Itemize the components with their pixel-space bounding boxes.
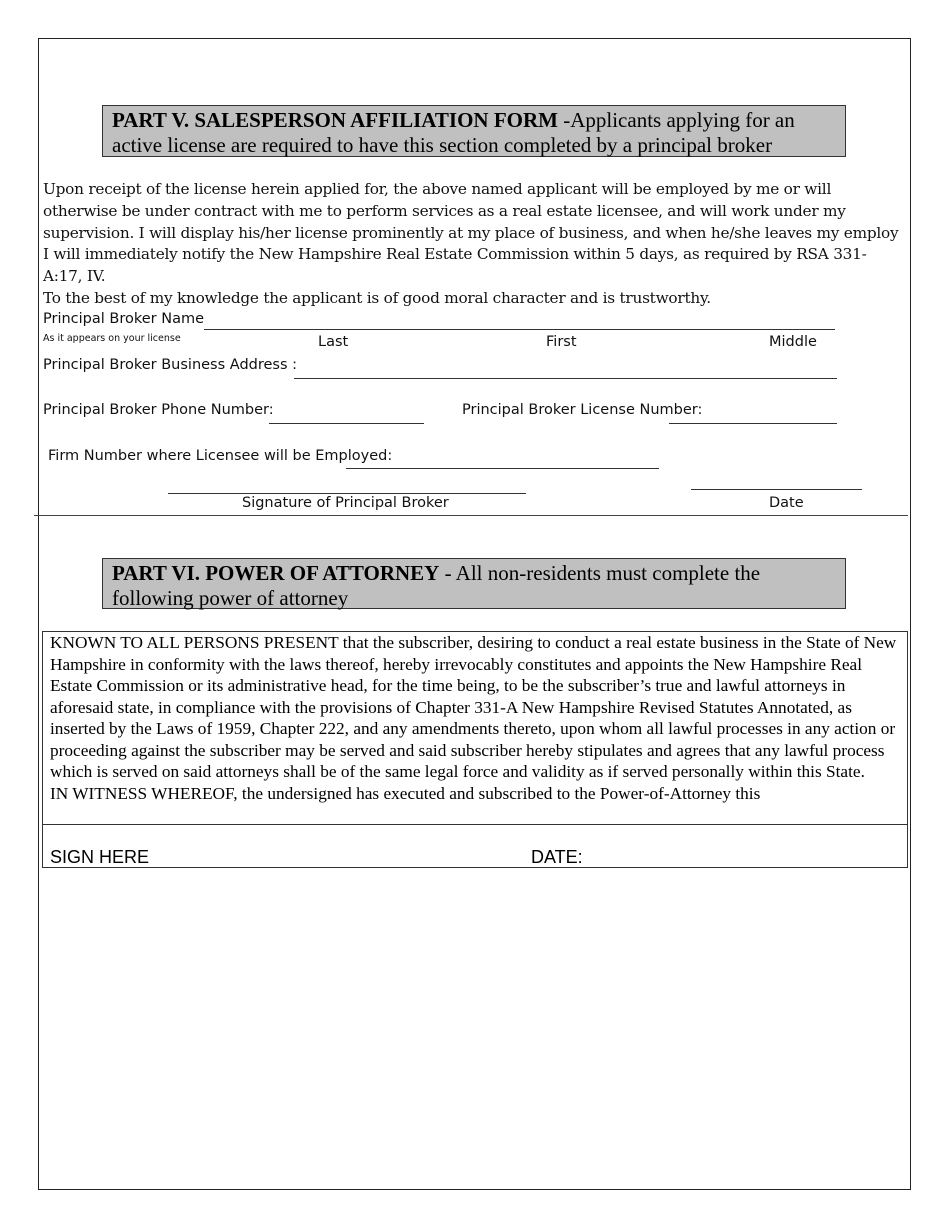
part6-subtitle: - All non-residents must complete the following power of attorney <box>112 561 761 610</box>
poa-date-label: DATE: <box>531 847 583 867</box>
sign-here-label: SIGN HERE <box>50 847 150 867</box>
part6-title: PART VI. POWER OF ATTORNEY <box>112 561 440 585</box>
part5-body <box>43 179 903 310</box>
witness-statement: IN WITNESS WHEREOF, the undersigned has executed and subscribed to the Power-of-Attorney this <box>50 783 761 803</box>
sign-here-field[interactable] <box>160 846 524 868</box>
broker-name-label: Principal Broker Name <box>43 311 205 327</box>
phone-label: Principal Broker Phone Number: <box>43 402 274 418</box>
date-field[interactable] <box>693 470 864 490</box>
phone-line <box>269 423 424 424</box>
broker-name-note: As it appears on your license <box>43 333 181 344</box>
name-middle-label: Middle <box>769 334 817 350</box>
address-field[interactable] <box>318 358 837 378</box>
license-field[interactable] <box>716 403 838 423</box>
address-label: Principal Broker Business Address : <box>43 357 298 373</box>
broker-name-field[interactable] <box>210 311 834 331</box>
affiliation-statement: Upon receipt of the license herein applied for, the above named applicant will be employed by me or will otherwise be under contract with me to perform services as a real estate licensee, and will work under my supervision. I will display his/her license prominently at my place of business, and when he/she leaves my employ I will immediately notify the New Hampshire Real Estate Commission within 5 days, as required by RSA 331-A:17, IV. <box>43 180 899 286</box>
license-label: Principal Broker License Number: <box>462 402 703 418</box>
part6-header <box>102 558 846 609</box>
poa-date-field[interactable] <box>592 846 906 868</box>
sign-row-divider <box>42 824 908 825</box>
part5-title: PART V. SALESPERSON AFFILIATION FORM <box>112 108 558 132</box>
part5-subtitle: -Applicants applying for an active license are required to have this section completed by a principal broker <box>112 108 795 157</box>
signature-field[interactable] <box>170 474 528 494</box>
firm-number-field[interactable] <box>410 449 659 469</box>
address-line <box>294 378 837 379</box>
signature-label: Signature of Principal Broker <box>242 495 449 511</box>
date-label: Date <box>769 495 804 511</box>
power-of-attorney-text <box>50 632 900 804</box>
power-of-attorney-body: KNOWN TO ALL PERSONS PRESENT that the subscriber, desiring to conduct a real estate business in the State of New Hampshire in conformity with the laws thereof, hereby irrevocably constitutes and appoints the New Hampshire Real Estate Commission or its administrative head, for the time being, to be the subscriber’s true and lawful attorneys in aforesaid state, in compliance with the provisions of Chapter 331-A New Hampshire Revised Statutes Annotated, as inserted by the Laws of 1959, Chapter 222, and any amendments thereto, upon whom all lawful processes in any action or proceeding against the subscriber may be served and said subscriber hereby stipulates and agrees that any lawful process which is served on said attorneys shall be of the same legal force and validity as if served personally within this State. <box>50 633 897 781</box>
section-divider <box>34 515 908 516</box>
moral-character-statement: To the best of my knowledge the applicant is of good moral character and is trustworthy. <box>43 288 711 307</box>
name-first-label: First <box>546 334 577 350</box>
phone-field[interactable] <box>290 403 426 423</box>
part5-header <box>102 105 846 157</box>
name-last-label: Last <box>318 334 349 350</box>
license-line <box>669 423 837 424</box>
firm-number-label: Firm Number where Licensee will be Employed: <box>48 448 393 464</box>
